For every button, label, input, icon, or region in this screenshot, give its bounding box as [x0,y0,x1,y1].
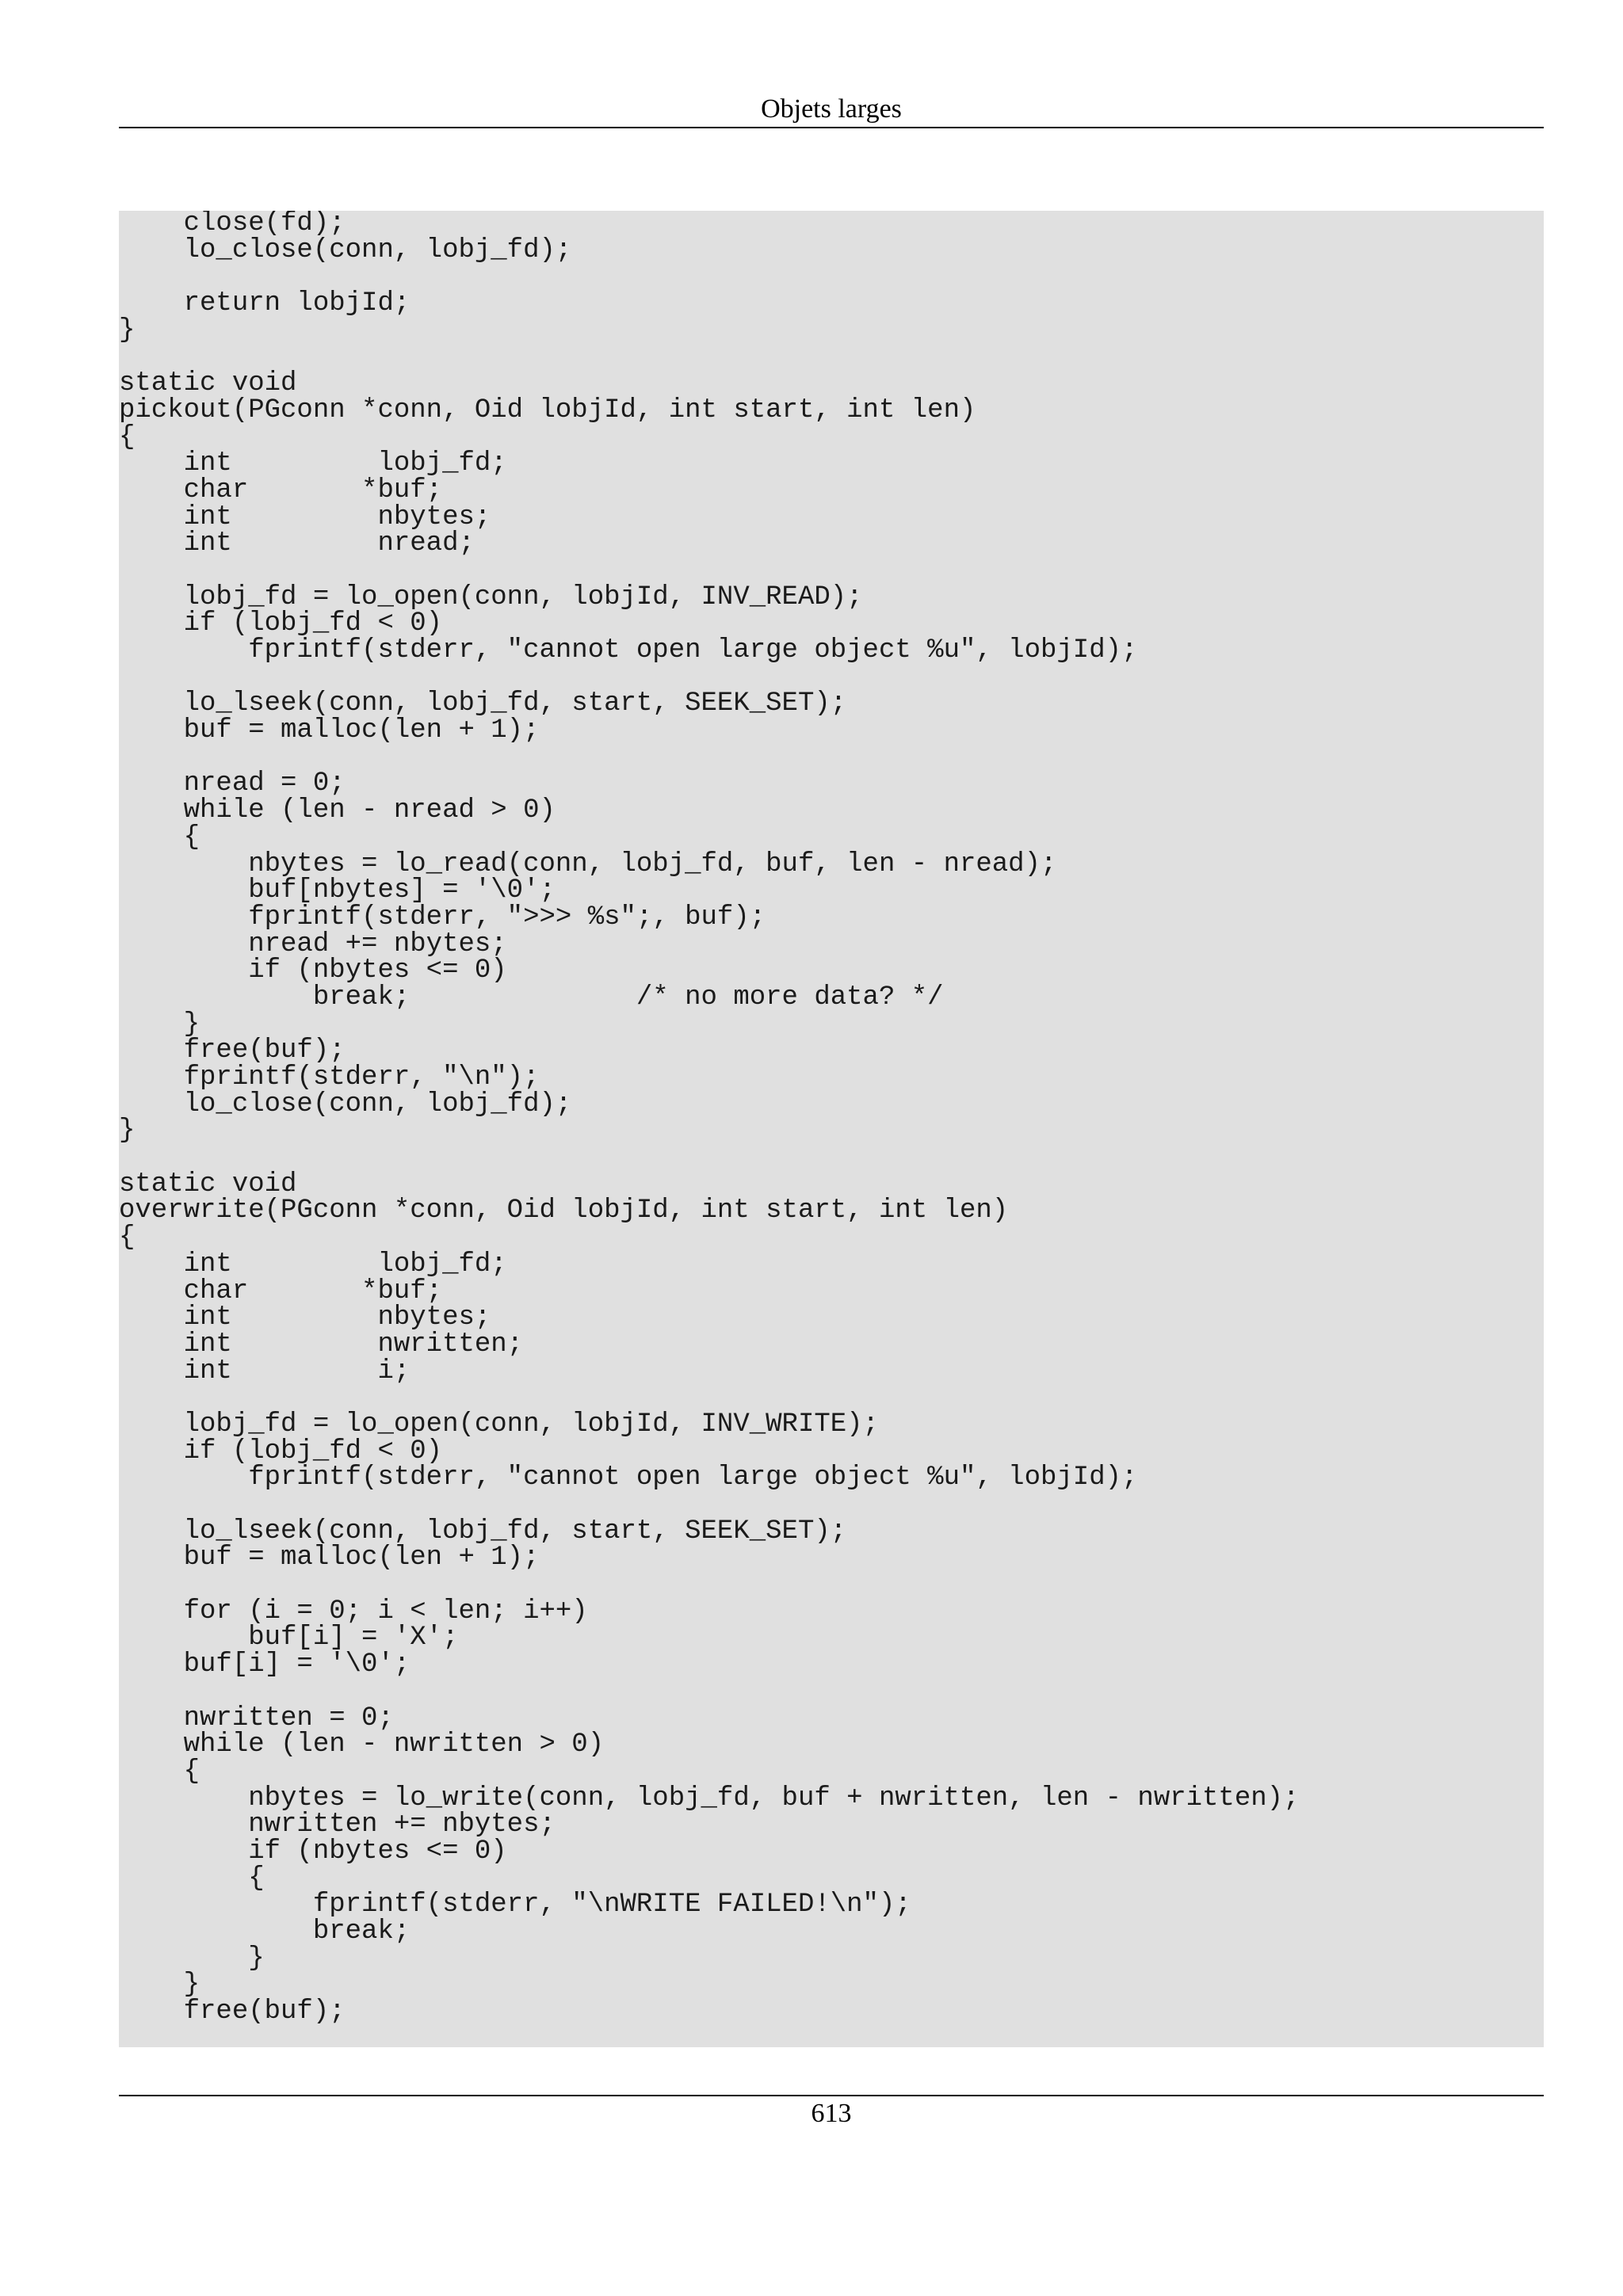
page-header-title: Objets larges [761,94,902,124]
code-line: break; /* no more data? */ [119,982,944,1013]
code-line: buf[i] = 'X'; [119,1623,459,1653]
code-line [119,1385,1544,1412]
code-line: { [119,1222,136,1253]
code-line: int lobj_fd; [119,448,507,479]
code-line: buf = malloc(len + 1); [119,715,540,746]
code-line: nwritten += nbytes; [119,1810,556,1840]
code-line: if (lobj_fd < 0) [119,1436,443,1466]
code-line: int nwritten; [119,1329,524,1360]
code-line: overwrite(PGconn *conn, Oid lobjId, int start, int len) [119,1196,1009,1226]
code-line: int nbytes; [119,502,491,532]
code-line: lobj_fd = lo_open(conn, lobjId, INV_READ); [119,582,863,612]
code-line: while (len - nwritten > 0) [119,1730,605,1760]
code-line: char *buf; [119,475,443,505]
code-line: static void [119,368,297,399]
code-line: nread += nbytes; [119,929,507,959]
code-line: nwritten = 0; [119,1703,394,1733]
code-line [119,264,1544,291]
code-listing [119,211,1544,2047]
code-line: buf[nbytes] = '\0'; [119,875,556,906]
code-line: static void [119,1169,297,1199]
code-line: lo_close(conn, lobj_fd); [119,235,572,265]
code-line [119,1492,1544,1519]
code-line: lo_lseek(conn, lobj_fd, start, SEEK_SET); [119,688,847,719]
code-line: if (nbytes <= 0) [119,1836,507,1867]
code-line [119,558,1544,585]
code-line: fprintf(stderr, "\nWRITE FAILED!\n"); [119,1890,911,1920]
code-line: lo_close(conn, lobj_fd); [119,1089,572,1119]
code-line [119,344,1544,371]
code-line: while (len - nread > 0) [119,795,556,826]
code-line: fprintf(stderr, "cannot open large object %u", lobjId); [119,635,1138,666]
code-line: lobj_fd = lo_open(conn, lobjId, INV_WRITE); [119,1409,879,1440]
code-line: { [119,421,136,452]
code-line: fprintf(stderr, "\n"); [119,1062,540,1093]
code-line: { [119,1756,200,1787]
code-line [119,665,1544,692]
code-line: if (lobj_fd < 0) [119,608,443,639]
code-line: int nread; [119,528,475,559]
code-line [119,745,1544,772]
code-line: nread = 0; [119,769,346,799]
code-line: nbytes = lo_read(conn, lobj_fd, buf, len - nread); [119,849,1057,879]
code-line: int i; [119,1356,411,1386]
code-line: buf = malloc(len + 1); [119,1543,540,1573]
code-line: } [119,1116,136,1146]
code-line: fprintf(stderr, ">>> %s";, buf); [119,902,766,933]
code-line [119,1679,1544,1706]
code-line: close(fd); [119,211,346,238]
header-divider [119,127,1544,128]
code-line: } [119,1009,200,1039]
code-line: fprintf(stderr, "cannot open large object %u", lobjId); [119,1463,1138,1493]
code-line: int nbytes; [119,1302,491,1333]
code-line: free(buf); [119,1997,346,2027]
code-line: buf[i] = '\0'; [119,1650,411,1680]
code-line: lo_lseek(conn, lobj_fd, start, SEEK_SET); [119,1516,847,1547]
code-line: return lobjId; [119,288,411,319]
code-line: for (i = 0; i < len; i++) [119,1596,588,1627]
code-line: char *buf; [119,1276,443,1306]
code-line: int lobj_fd; [119,1249,507,1280]
code-line: break; [119,1917,411,1947]
footer-divider [119,2095,1544,2096]
code-line [119,1145,1544,1172]
code-line: if (nbytes <= 0) [119,955,507,986]
code-line: nbytes = lo_write(conn, lobj_fd, buf + nwritten, len - nwritten); [119,1783,1300,1814]
code-line: free(buf); [119,1035,346,1066]
code-line: } [119,1943,265,1974]
code-line: } [119,315,136,345]
code-line [119,1572,1544,1599]
page-number: 613 [811,2099,852,2128]
code-line: { [119,1863,265,1894]
code-line: pickout(PGconn *conn, Oid lobjId, int start, int len) [119,395,976,425]
code-line: } [119,1970,200,2000]
code-line: { [119,822,200,852]
